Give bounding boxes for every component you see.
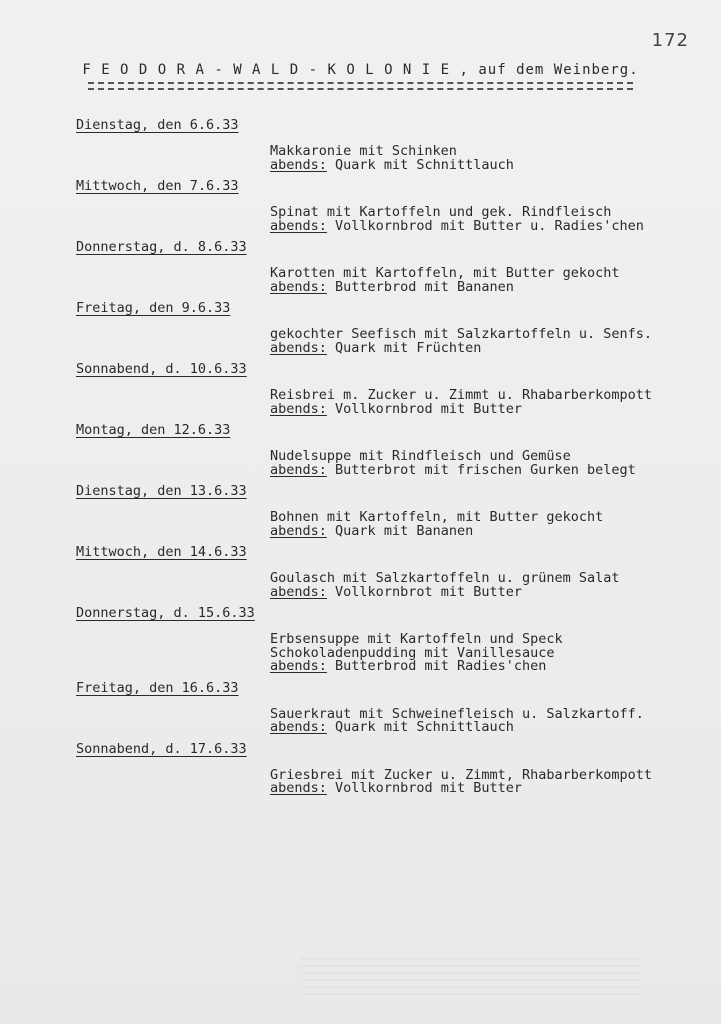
- day-entry: [76, 422, 711, 477]
- evening-line: [270, 339, 711, 356]
- day-entry: [76, 544, 711, 599]
- lunch-line: Karotten mit Kartoffeln, mit Butter gekocht: [270, 265, 620, 281]
- lunch-line: Sauerkraut mit Schweinefleisch u. Salzkartoff.: [270, 705, 644, 722]
- evening-line: [270, 782, 711, 796]
- evening-meal: Quark mit Bananen: [335, 522, 474, 539]
- day-entry: [76, 178, 711, 233]
- abends-label: abends:: [270, 278, 327, 295]
- day-heading: Sonnabend, d. 17.6.33: [76, 740, 247, 757]
- evening-meal: Vollkornbrot mit Butter: [335, 583, 522, 600]
- document-header: [0, 62, 721, 90]
- day-heading: Montag, den 12.6.33: [76, 422, 231, 438]
- lunch-line: Griesbrei mit Zucker u. Zimmt, Rhabarberkompott: [270, 766, 653, 783]
- day-heading: Donnerstag, d. 8.6.33: [76, 239, 247, 255]
- day-entry: [76, 605, 711, 674]
- page-number: 172: [651, 30, 689, 51]
- evening-line: [270, 660, 711, 674]
- evening-meal: Quark mit Schnittlauch: [335, 156, 514, 173]
- title-double-rule: [88, 82, 633, 90]
- meal-block: [270, 145, 711, 172]
- evening-line: [270, 583, 711, 600]
- abends-label: abends:: [270, 780, 327, 796]
- lunch-line: Spinat mit Kartoffeln und gek. Rindfleisch: [270, 204, 612, 220]
- meal-block: [270, 511, 711, 538]
- abends-label: abends:: [270, 658, 327, 674]
- evening-meal: Butterbrod mit Bananen: [335, 278, 514, 295]
- bleed-through-text: [300, 958, 640, 998]
- abends-label: abends:: [270, 156, 327, 173]
- day-heading: Freitag, den 9.6.33: [76, 300, 231, 316]
- day-heading: Dienstag, den 6.6.33: [76, 117, 239, 133]
- abends-label: abends:: [270, 583, 327, 600]
- day-heading: Dienstag, den 13.6.33: [76, 483, 247, 499]
- abends-label: abends:: [270, 522, 327, 539]
- day-entry: [76, 239, 711, 294]
- day-heading: Sonnabend, d. 10.6.33: [76, 361, 247, 377]
- evening-line: [270, 156, 711, 173]
- evening-meal: Butterbrod mit Radies'chen: [335, 658, 547, 674]
- abends-label: abends:: [270, 400, 327, 417]
- evening-meal: Vollkornbrod mit Butter: [335, 780, 522, 796]
- meal-block: [270, 450, 711, 477]
- meal-block: [270, 705, 711, 735]
- meal-block: [270, 389, 711, 416]
- abends-label: abends:: [270, 719, 327, 735]
- day-heading: Mittwoch, den 7.6.33: [76, 178, 239, 194]
- lunch-line: Schokoladenpudding mit Vanillesauce: [270, 644, 555, 661]
- meal-block: [270, 328, 711, 355]
- evening-line: [270, 522, 711, 539]
- day-entry: [76, 117, 711, 172]
- lunch-line: gekochter Seefisch mit Salzkartoffeln u. Senfs.: [270, 326, 653, 342]
- evening-line: [270, 400, 711, 417]
- day-entry: [76, 361, 711, 416]
- meal-block: [270, 206, 711, 233]
- evening-line: [270, 461, 711, 478]
- abends-label: abends:: [270, 217, 327, 234]
- day-heading: Freitag, den 16.6.33: [76, 679, 239, 696]
- lunch-line: Reisbrei m. Zucker u. Zimmt u. Rhabarberkompott: [270, 387, 653, 403]
- day-entry: [76, 741, 711, 796]
- lunch-line: Goulasch mit Salzkartoffeln u. grünem Salat: [270, 570, 620, 586]
- lunch-line: Bohnen mit Kartoffeln, mit Butter gekocht: [270, 509, 604, 525]
- document-title: F E O D O R A - W A L D - K O L O N I E , auf dem Weinberg.: [82, 62, 639, 78]
- evening-line: [270, 721, 711, 735]
- abends-label: abends:: [270, 461, 327, 478]
- evening-line: [270, 278, 711, 295]
- meal-block: [270, 633, 711, 674]
- meal-block: [270, 267, 711, 294]
- meal-block: [270, 766, 711, 796]
- menu-list: [76, 117, 711, 802]
- evening-meal: Quark mit Schnittlauch: [335, 719, 514, 735]
- lunch-line: Makkaronie mit Schinken: [270, 143, 457, 159]
- lunch-line: Nudelsuppe mit Rindfleisch und Gemüse: [270, 448, 571, 464]
- evening-meal: Vollkornbrod mit Butter u. Radies'chen: [335, 217, 644, 234]
- day-entry: [76, 300, 711, 355]
- day-entry: [76, 680, 711, 735]
- evening-line: [270, 217, 711, 234]
- abends-label: abends:: [270, 339, 327, 356]
- day-heading: Mittwoch, den 14.6.33: [76, 544, 247, 560]
- day-entry: [76, 483, 711, 538]
- evening-meal: Vollkornbrod mit Butter: [335, 400, 522, 417]
- day-heading: Donnerstag, d. 15.6.33: [76, 605, 255, 621]
- evening-meal: Quark mit Früchten: [335, 339, 482, 356]
- meal-block: [270, 572, 711, 599]
- evening-meal: Butterbrot mit frischen Gurken belegt: [335, 461, 636, 478]
- lunch-line: Erbsensuppe mit Kartoffeln und Speck: [270, 631, 563, 647]
